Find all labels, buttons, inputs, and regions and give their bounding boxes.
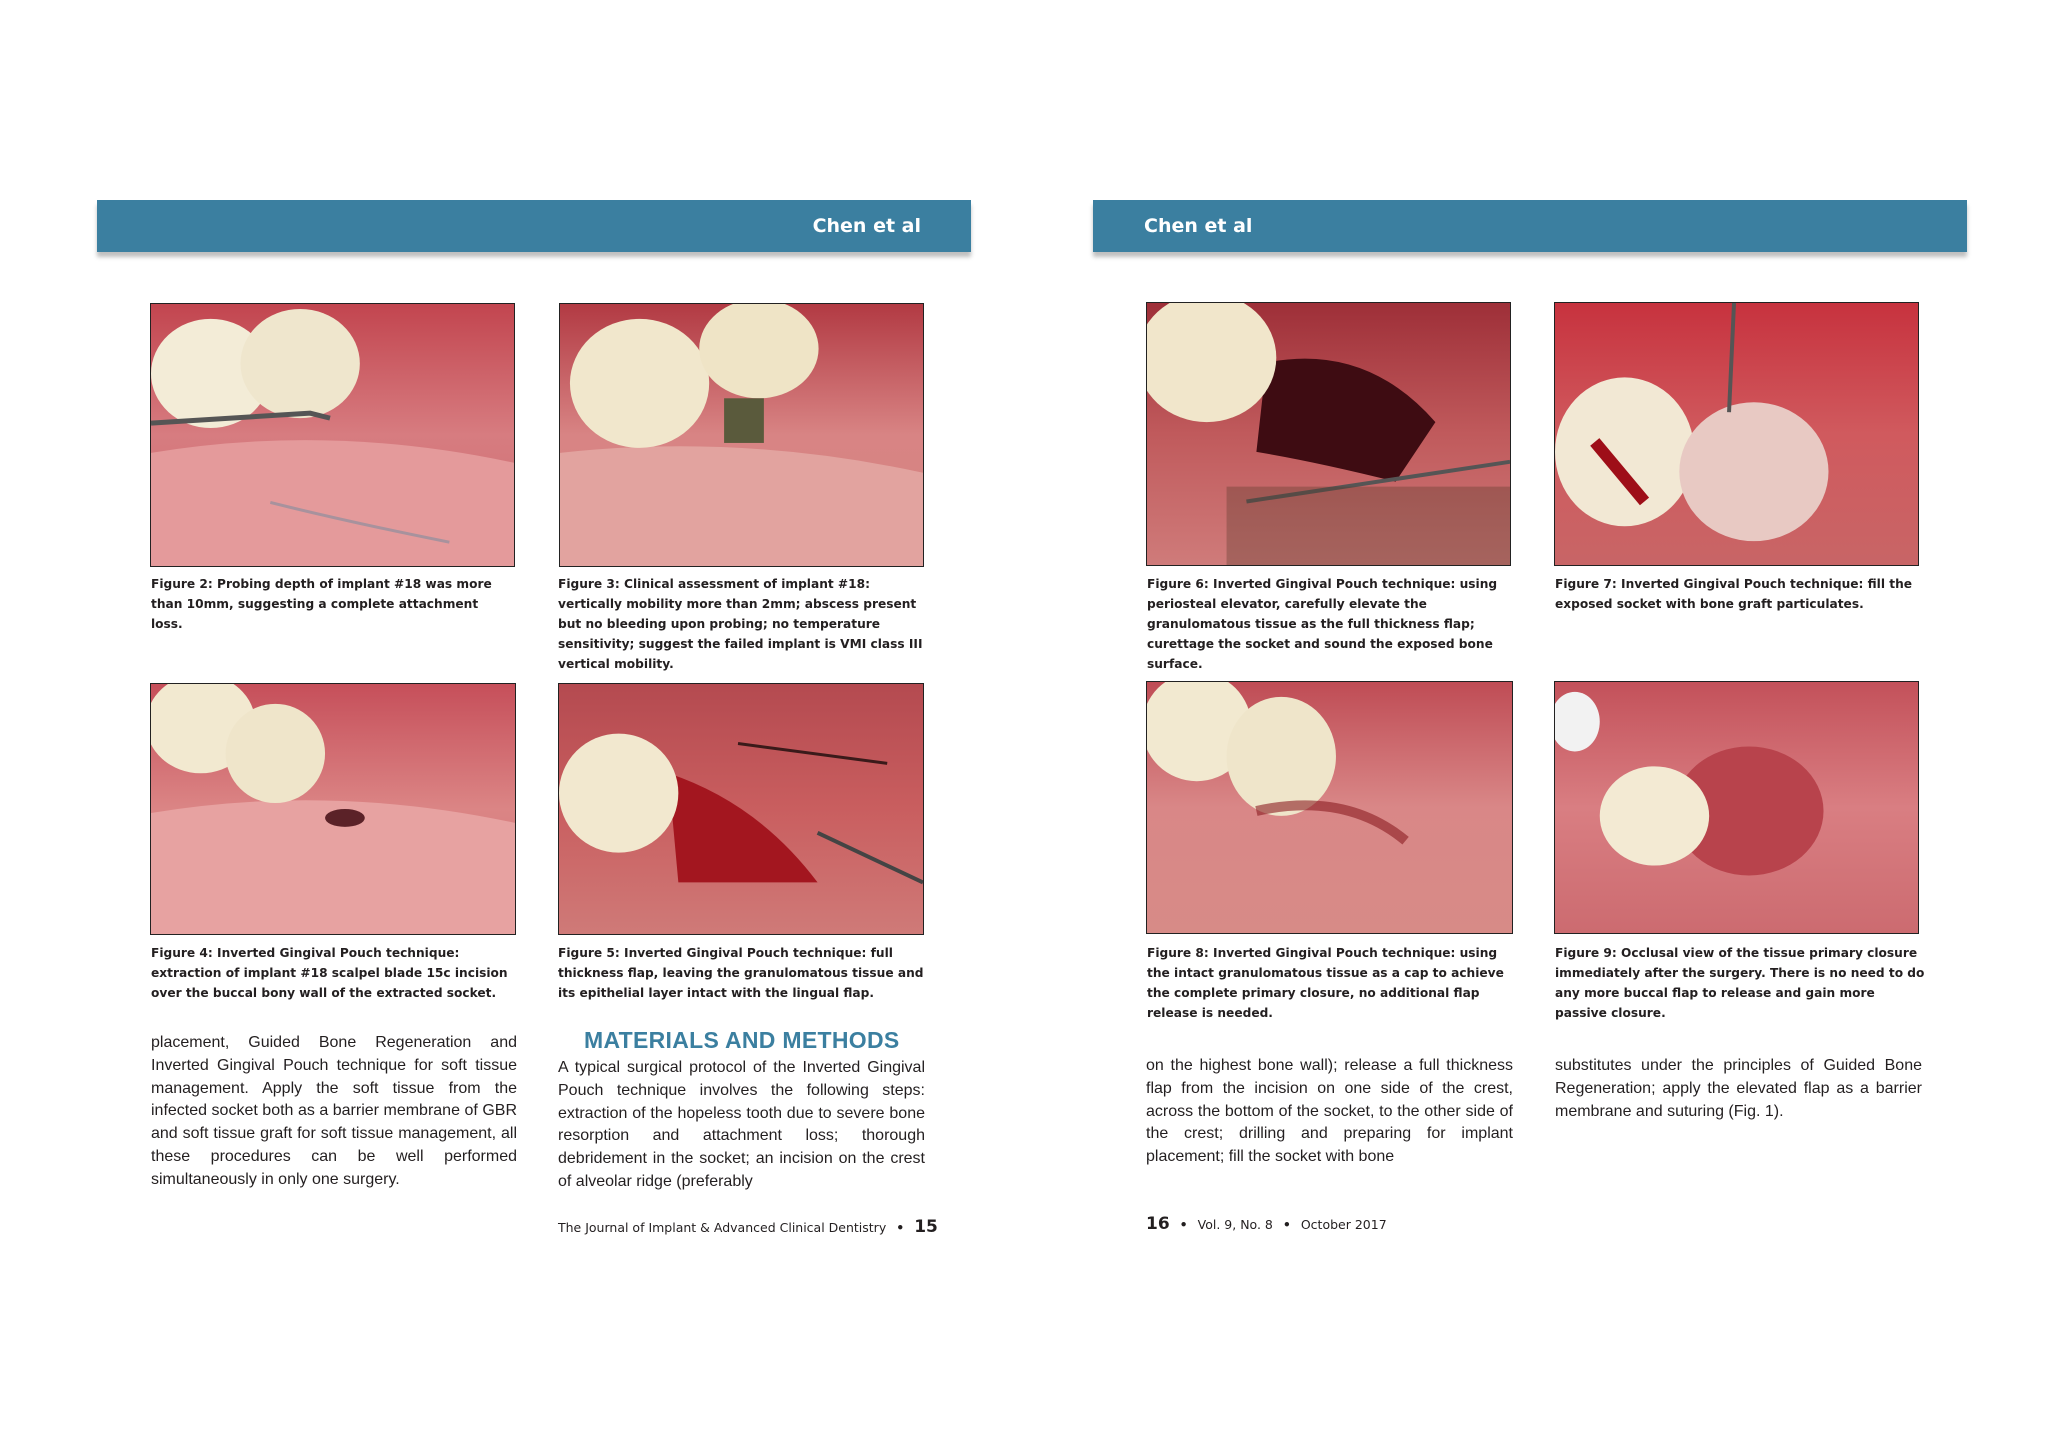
- left-page-column-2-text: A typical surgical protocol of the Inverted Gingival Pouch technique involves the following steps: extraction of the hopeless tooth due to severe bone resorption and attachment loss; thorough debridement in the socket; an incision on the crest of alveolar ridge (preferably: [558, 1059, 925, 1190]
- figure-7-photo: [1554, 302, 1919, 566]
- figure-8-caption: [1147, 943, 1517, 1023]
- figure-5-text: Inverted Gingival Pouch technique: full thickness flap, leaving the granulomatous tissue and its epithelial layer intact with the lingual flap.: [558, 946, 924, 1000]
- figure-4-photo: [150, 683, 516, 935]
- right-page-column-2-text: substitutes under the principles of Guided Bone Regeneration; apply the elevated flap as a barrier membrane and suturing (Fig. 1).: [1555, 1057, 1922, 1120]
- left-page-footer: The Journal of Implant & Advanced Clinical Dentistry • 15: [558, 1217, 938, 1237]
- figure-6-text: Inverted Gingival Pouch technique: using periosteal elevator, carefully elevate the granulomatous tissue as the full thickness flap; curettage the socket and sound the exposed bone surface.: [1147, 577, 1498, 671]
- right-footer-date: October 2017: [1300, 1217, 1387, 1232]
- figure-7-label: Figure 7:: [1555, 577, 1617, 591]
- figure-5-photo: [558, 683, 924, 935]
- figure-9-photo: [1554, 681, 1919, 934]
- figure-2-photo: [150, 303, 515, 567]
- right-footer-volume: Vol. 9, No. 8: [1197, 1217, 1273, 1232]
- left-page-number: 15: [914, 1217, 938, 1237]
- figure-7-text: Inverted Gingival Pouch technique: fill the exposed socket with bone graft particulates.: [1555, 577, 1913, 611]
- figure-6-label: Figure 6:: [1147, 577, 1209, 591]
- right-page-footer: 16 • Vol. 9, No. 8 • October 2017: [1146, 1214, 1387, 1234]
- left-page-column-1-text: placement, Guided Bone Regeneration and Inverted Gingival Pouch technique for soft tissue management. Apply the soft tissue from the infected socket both as a barrier membrane of GBR and soft tissue graft for soft tissue management, all these procedures can be well performed simultaneously in only one surgery.: [151, 1034, 517, 1188]
- right-page-number: 16: [1146, 1214, 1170, 1234]
- figure-9-caption: [1555, 943, 1925, 1023]
- left-running-head: Chen et al: [812, 215, 921, 237]
- figure-8-photo: [1146, 681, 1513, 934]
- figure-5-caption: [558, 943, 928, 1003]
- figure-3-photo: [559, 303, 924, 567]
- figure-6-caption: [1147, 574, 1517, 674]
- figure-9-text: Occlusal view of the tissue primary closure immediately after the surgery. There is no need to do any more buccal flap to release and gain more passive closure.: [1555, 946, 1925, 1020]
- figure-8-label: Figure 8:: [1147, 946, 1209, 960]
- figure-6-photo: [1146, 302, 1511, 566]
- figure-4-label: Figure 4:: [151, 946, 213, 960]
- left-running-head-bar: [97, 200, 971, 252]
- figure-9-label: Figure 9:: [1555, 946, 1617, 960]
- right-page-column-1-text: on the highest bone wall); release a full thickness flap from the incision on one side of the crest, across the bottom of the socket, to the other side of the crest; drilling and preparing for implant placement; fill the socket with bone: [1146, 1057, 1513, 1166]
- figure-7-caption: [1555, 574, 1920, 614]
- figure-3-caption: [558, 574, 928, 674]
- figure-2-label: Figure 2:: [151, 577, 213, 591]
- figure-4-text: Inverted Gingival Pouch technique: extraction of implant #18 scalpel blade 15c incision over the buccal bony wall of the extracted socket.: [151, 946, 508, 1000]
- figure-4-caption: [151, 943, 521, 1003]
- figure-2-text: Probing depth of implant #18 was more than 10mm, suggesting a complete attachment loss.: [151, 577, 492, 631]
- figure-2-caption: [151, 574, 511, 634]
- left-footer-journal: The Journal of Implant & Advanced Clinical Dentistry: [558, 1220, 887, 1235]
- figure-3-text: Clinical assessment of implant #18: vertically mobility more than 2mm; abscess present but no bleeding upon probing; no temperature sensitivity; suggest the failed implant is VMI class III vertical mobility.: [558, 577, 923, 671]
- figure-3-label: Figure 3:: [558, 577, 620, 591]
- materials-methods-heading: MATERIALS AND METHODS: [584, 1027, 900, 1053]
- figure-5-label: Figure 5:: [558, 946, 620, 960]
- figure-8-text: Inverted Gingival Pouch technique: using the intact granulomatous tissue as a cap to achieve the complete primary closure, no additional flap release is needed.: [1147, 946, 1504, 1020]
- right-running-head: Chen et al: [1144, 215, 1253, 237]
- right-running-head-bar: [1093, 200, 1967, 252]
